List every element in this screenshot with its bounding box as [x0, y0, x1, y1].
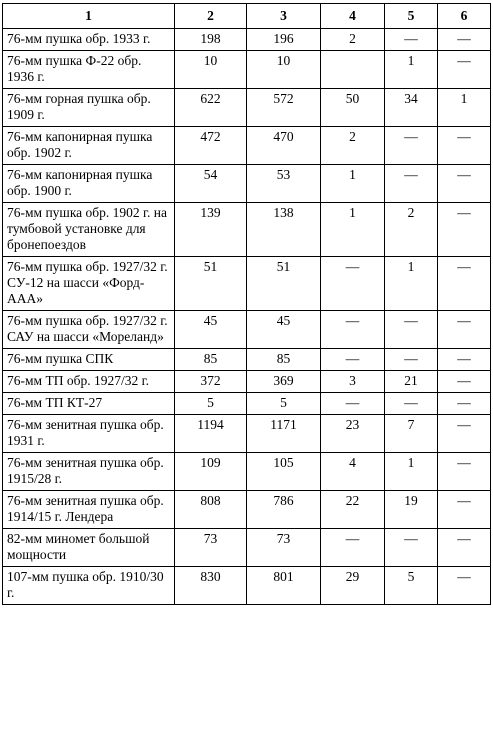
weapon-name-cell: 76-мм зенитная пушка обр. 1915/28 г. [3, 453, 175, 491]
weapon-name-cell: 76-мм зенитная пушка обр. 1931 г. [3, 415, 175, 453]
col6-cell: — [438, 453, 491, 491]
col5-cell: 5 [385, 567, 438, 605]
col4-cell: 3 [321, 371, 385, 393]
total-cell: 808 [175, 491, 247, 529]
col5-cell: 19 [385, 491, 438, 529]
col3-cell: 73 [247, 529, 321, 567]
col6-cell: — [438, 349, 491, 371]
table-row [3, 453, 491, 491]
col4-cell: 4 [321, 453, 385, 491]
table-row [3, 371, 491, 393]
weapon-name-cell: 76-мм пушка обр. 1933 г. [3, 29, 175, 51]
col3-cell: 45 [247, 311, 321, 349]
header-cell-6: 6 [438, 4, 491, 29]
col4-cell: 22 [321, 491, 385, 529]
table-row [3, 311, 491, 349]
col5-cell: 34 [385, 89, 438, 127]
total-cell: 622 [175, 89, 247, 127]
col3-cell: 470 [247, 127, 321, 165]
weapon-name-cell: 76-мм пушка обр. 1927/32 г. САУ на шасси «Мореланд» [3, 311, 175, 349]
col4-cell: — [321, 529, 385, 567]
table-row [3, 127, 491, 165]
weapon-name-cell: 76-мм капонирная пушка обр. 1900 г. [3, 165, 175, 203]
total-cell: 1194 [175, 415, 247, 453]
col5-cell: 2 [385, 203, 438, 257]
col5-cell: 1 [385, 257, 438, 311]
col6-cell: — [438, 567, 491, 605]
header-cell-4: 4 [321, 4, 385, 29]
total-cell: 10 [175, 51, 247, 89]
weapon-name-cell: 76-мм пушка обр. 1902 г. на тумбовой установке для бронепоездов [3, 203, 175, 257]
col4-cell: 2 [321, 127, 385, 165]
col3-cell: 5 [247, 393, 321, 415]
header-row [3, 4, 491, 29]
header-cell-5: 5 [385, 4, 438, 29]
col5-cell: — [385, 529, 438, 567]
total-cell: 372 [175, 371, 247, 393]
weapon-name-cell: 76-мм зенитная пушка обр. 1914/15 г. Лендера [3, 491, 175, 529]
header-cell-2: 2 [175, 4, 247, 29]
weapon-name-cell: 76-мм пушка Ф-22 обр. 1936 г. [3, 51, 175, 89]
col5-cell: — [385, 29, 438, 51]
total-cell: 54 [175, 165, 247, 203]
table-row [3, 393, 491, 415]
col3-cell: 10 [247, 51, 321, 89]
col6-cell: — [438, 257, 491, 311]
col4-cell [321, 51, 385, 89]
col3-cell: 138 [247, 203, 321, 257]
total-cell: 5 [175, 393, 247, 415]
col3-cell: 369 [247, 371, 321, 393]
col6-cell: — [438, 51, 491, 89]
col6-cell: — [438, 127, 491, 165]
col6-cell: — [438, 29, 491, 51]
table-row [3, 29, 491, 51]
col3-cell: 801 [247, 567, 321, 605]
col6-cell: — [438, 311, 491, 349]
col3-cell: 1171 [247, 415, 321, 453]
weapon-name-cell: 82-мм миномет большой мощности [3, 529, 175, 567]
col4-cell: 1 [321, 203, 385, 257]
col4-cell: 50 [321, 89, 385, 127]
col3-cell: 196 [247, 29, 321, 51]
table-row [3, 203, 491, 257]
weapons-table [2, 3, 491, 605]
col6-cell: — [438, 393, 491, 415]
col4-cell: 1 [321, 165, 385, 203]
col3-cell: 572 [247, 89, 321, 127]
total-cell: 139 [175, 203, 247, 257]
col4-cell: — [321, 349, 385, 371]
col4-cell: 2 [321, 29, 385, 51]
table-row [3, 529, 491, 567]
table-row [3, 165, 491, 203]
col5-cell: 1 [385, 453, 438, 491]
weapon-name-cell: 76-мм ТП КТ-27 [3, 393, 175, 415]
table-row [3, 491, 491, 529]
col3-cell: 85 [247, 349, 321, 371]
table-row [3, 51, 491, 89]
total-cell: 85 [175, 349, 247, 371]
table-row [3, 89, 491, 127]
total-cell: 45 [175, 311, 247, 349]
col5-cell: — [385, 311, 438, 349]
col4-cell: 29 [321, 567, 385, 605]
col3-cell: 51 [247, 257, 321, 311]
col5-cell: — [385, 165, 438, 203]
weapon-name-cell: 76-мм пушка СПК [3, 349, 175, 371]
total-cell: 472 [175, 127, 247, 165]
table-row [3, 415, 491, 453]
total-cell: 51 [175, 257, 247, 311]
col3-cell: 53 [247, 165, 321, 203]
col5-cell: 7 [385, 415, 438, 453]
col3-cell: 105 [247, 453, 321, 491]
col4-cell: — [321, 311, 385, 349]
header-cell-3: 3 [247, 4, 321, 29]
total-cell: 73 [175, 529, 247, 567]
total-cell: 830 [175, 567, 247, 605]
weapon-name-cell: 76-мм пушка обр. 1927/32 г. СУ-12 на шасси «Форд-ААА» [3, 257, 175, 311]
weapon-name-cell: 76-мм ТП обр. 1927/32 г. [3, 371, 175, 393]
weapon-name-cell: 107-мм пушка обр. 1910/30 г. [3, 567, 175, 605]
col5-cell: — [385, 349, 438, 371]
col3-cell: 786 [247, 491, 321, 529]
col6-cell: — [438, 491, 491, 529]
table-body [3, 29, 491, 605]
col6-cell: — [438, 371, 491, 393]
col5-cell: 1 [385, 51, 438, 89]
col6-cell: 1 [438, 89, 491, 127]
table-row [3, 567, 491, 605]
col6-cell: — [438, 165, 491, 203]
total-cell: 109 [175, 453, 247, 491]
col5-cell: 21 [385, 371, 438, 393]
col6-cell: — [438, 203, 491, 257]
col5-cell: — [385, 393, 438, 415]
col6-cell: — [438, 415, 491, 453]
weapon-name-cell: 76-мм капонирная пушка обр. 1902 г. [3, 127, 175, 165]
col6-cell: — [438, 529, 491, 567]
col4-cell: — [321, 393, 385, 415]
col4-cell: — [321, 257, 385, 311]
weapon-name-cell: 76-мм горная пушка обр. 1909 г. [3, 89, 175, 127]
total-cell: 198 [175, 29, 247, 51]
table-row [3, 349, 491, 371]
col5-cell: — [385, 127, 438, 165]
col4-cell: 23 [321, 415, 385, 453]
table-header [3, 4, 491, 29]
table-row [3, 257, 491, 311]
header-cell-1: 1 [3, 4, 175, 29]
